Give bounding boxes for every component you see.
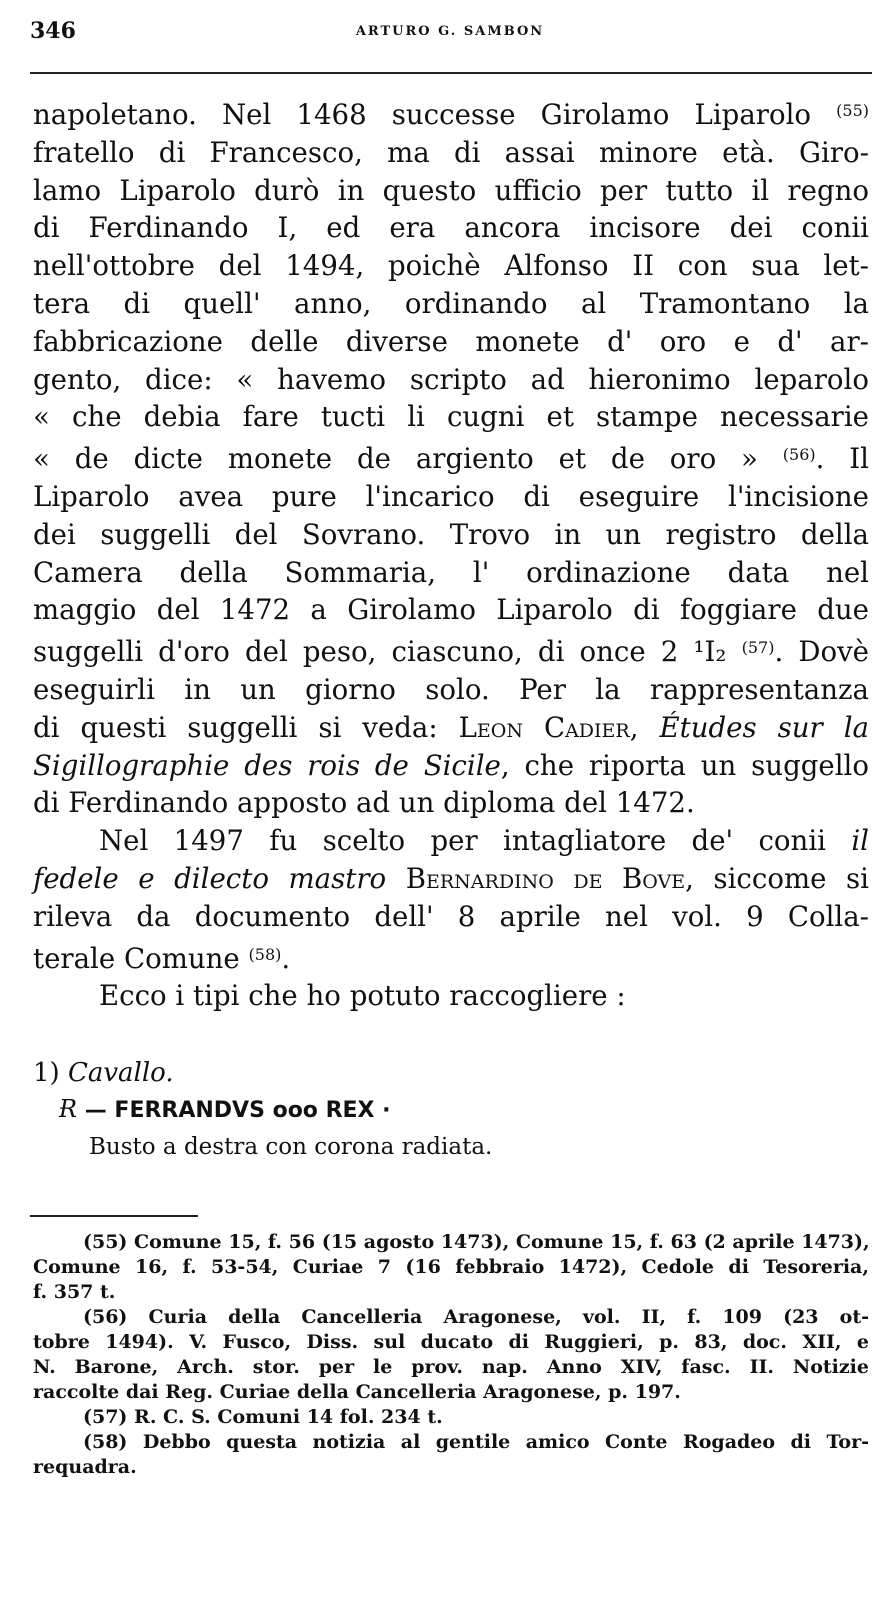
text-segment: Liparolo avea pure l'incarico di eseguire l'incisione [33,479,869,513]
footnote-line: f. 357 t. [33,1281,116,1303]
body-line [33,747,869,785]
item-number: 1) [33,1058,60,1088]
footnotes [33,1230,869,1480]
text-segment: eseguirli in un giorno solo. Per la rappresentanza [33,672,869,706]
footnote-line: raccolte dai Reg. Curiae della Cancelleria Aragonese, p. 197. [33,1381,681,1403]
footnote-ref: (55) [836,101,869,120]
footnote-line: (55) Comune 15, f. 56 (15 agosto 1473), Comune 15, f. 63 (2 aprile 1473), [83,1231,870,1253]
text-segment: Sigillographie des rois de Sicile [33,748,501,782]
body-line [33,478,869,516]
text-segment: napoletano. Nel 1468 successe Girolamo Liparolo [33,98,837,131]
body-line [33,361,869,399]
text-segment: . Il [815,442,869,476]
body-line [33,936,869,978]
running-head: ARTURO G. SAMBON [355,24,545,39]
body-line [33,860,869,898]
text-segment: rileva da documento dell' 8 aprile nel vol. 9 Colla- [33,899,869,933]
coin-legend-line [33,1091,853,1129]
text-segment: Leon Cadier [458,710,630,744]
text-segment: Ecco i tipi che ho potuto raccogliere : [99,979,626,1013]
footnote-line: (58) Debbo questa notizia al gentile amico Conte Rogadeo di Tor- [83,1431,869,1453]
footnote-ref: (56) [782,445,816,465]
text-segment: tera di quell' anno, ordinando al Tramontano la [33,286,869,320]
text-segment: di questi suggelli si veda: [33,710,459,744]
footnote-rule [30,1215,198,1217]
body-line [33,629,869,671]
text-segment: Nel 1497 fu scelto per intagliatore de' conii [99,824,852,858]
text-segment [386,862,406,895]
body-line [33,285,869,323]
obverse-mark: Ɍ [59,1095,78,1123]
page-number: 346 [30,18,76,44]
text-segment: maggio del 1472 a Girolamo Liparolo di foggiare due [33,593,869,627]
text-segment: « de dicte monete de argiento et de oro » [33,442,783,476]
text-segment: fratello di Francesco, ma di assai minore età. Giro- [33,135,869,169]
footnote-line: tobre 1494). V. Fusco, Diss. sul ducato di Ruggieri, p. 83, doc. XII, e [33,1331,869,1353]
coin-description: Busto a destra con corona radiata. [89,1134,493,1160]
body-line [33,709,869,747]
body-line [33,554,869,592]
body-line [33,898,869,936]
coin-type-section [33,1055,853,1165]
text-segment: , che riporta un suggello [500,748,869,782]
text-segment: . [281,941,291,975]
body-line [33,436,869,478]
body-line [33,671,869,709]
text-segment: nell'ottobre del 1494, poichè Alfonso II con sua let- [33,249,869,283]
text-segment: Études sur la [659,710,869,744]
body-line [33,247,869,285]
text-segment: , siccome si [685,861,869,895]
footnote-ref: (57) [741,638,775,658]
text-segment: terale Comune [33,941,249,975]
body-line [33,323,869,361]
body-line [33,134,869,172]
body-line [33,516,869,554]
item-title: Cavallo. [67,1058,174,1088]
body-line [33,784,869,822]
text-segment: di Ferdinando I, ed era ancora incisore dei conii [33,211,869,245]
page-header [30,14,870,54]
body-line [33,822,869,860]
body-text [33,92,869,1015]
coin-type-heading [33,1055,853,1091]
body-line [33,977,869,1015]
text-segment: fedele e dilecto mastro [33,861,387,895]
text-segment: di Ferdinando apposto ad un diploma del 1472. [33,786,695,820]
text-segment: fabbricazione delle diverse monete d' oro e d' ar- [33,324,869,358]
text-segment: Camera della Sommaria, l' ordinazione data nel [33,555,869,589]
text-segment: suggelli d'oro del peso, ciascuno, di once 2 ¹I₂ [33,635,742,669]
text-segment: Bernardino de Bove [405,861,686,895]
coin-legend: — FERRANDVS ooo REX · [84,1098,391,1123]
body-line [33,92,869,134]
text-segment: « che debia fare tucti li cugni et stampe necessarie [33,400,869,434]
header-rule [30,72,872,74]
body-line [33,398,869,436]
text-segment: dei suggelli del Sovrano. Trovo in un registro della [33,517,869,551]
footnote-ref: (58) [248,944,282,964]
footnote-line: N. Barone, Arch. stor. per le prov. nap. Anno XIV, fasc. II. Notizie [33,1356,869,1378]
text-segment: lamo Liparolo durò in questo ufficio per tutto il regno [33,173,869,207]
body-line [33,591,869,629]
body-line [33,172,869,210]
body-line [33,209,869,247]
text-segment: . Dovè [774,635,869,669]
text-segment: , [629,710,660,744]
footnote-line: Comune 16, f. 53-54, Curiae 7 (16 febbraio 1472), Cedole di Tesoreria, [33,1256,869,1278]
text-segment: gento, dice: « havemo scripto ad hieronimo leparolo [33,362,869,396]
footnote-line: (57) R. C. S. Comuni 14 fol. 234 t. [83,1406,443,1428]
footnote-line: (56) Curia della Cancelleria Aragonese, vol. II, f. 109 (23 ot- [83,1306,869,1328]
text-segment: il [851,824,869,858]
footnote-line: requadra. [33,1456,137,1478]
